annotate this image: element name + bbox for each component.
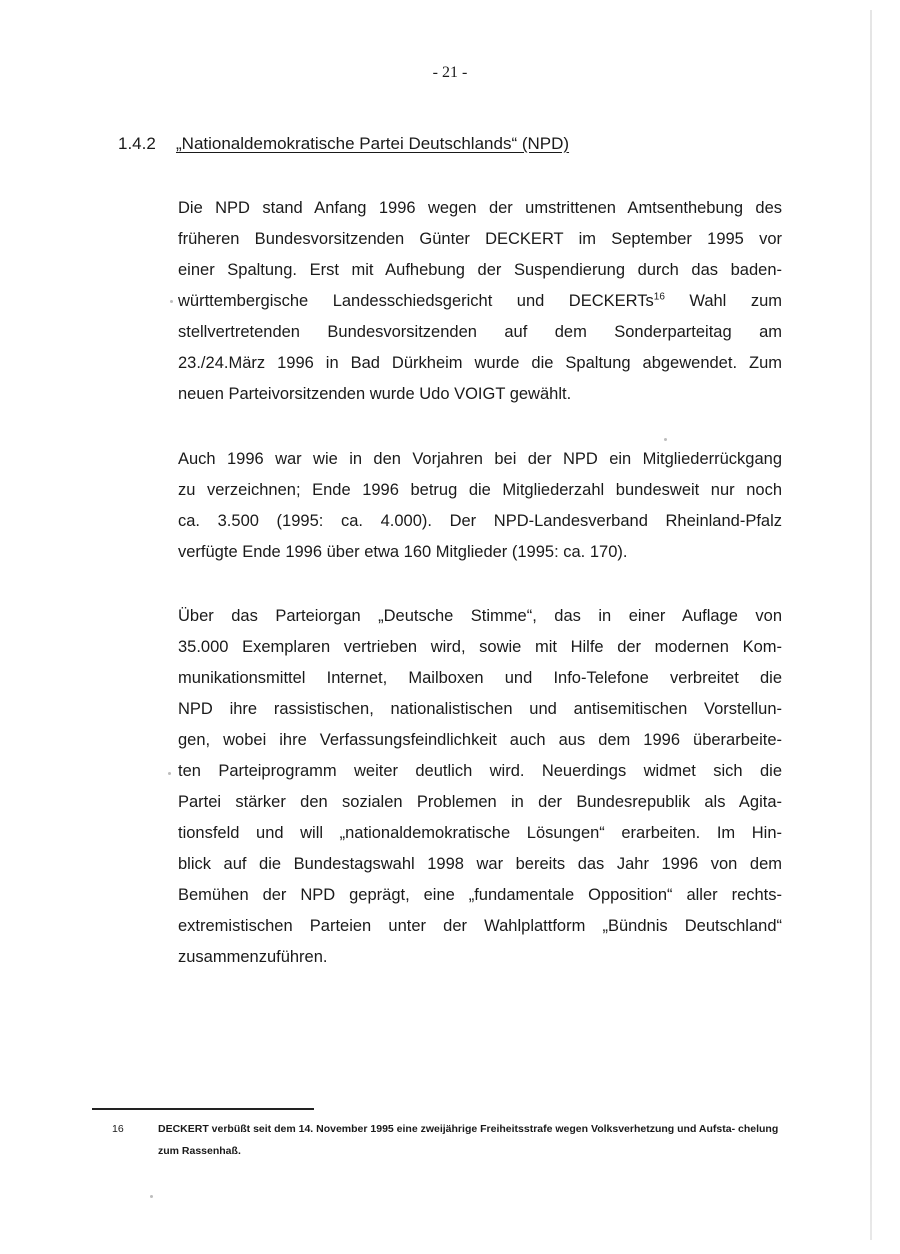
- text-line: Auch 1996 war wie in den Vorjahren bei der NPD ein Mitgliederrückgang: [178, 450, 782, 468]
- text-line-with-footnote: [178, 286, 782, 317]
- scan-speck: [168, 772, 171, 775]
- text-line: ten Parteiprogramm weiter deutlich wird. Neuerdings widmet sich die: [178, 762, 782, 780]
- paragraph-party-organ: [178, 601, 782, 973]
- page-edge-shadow: [870, 10, 872, 1240]
- paragraph-npd-split: [178, 193, 782, 410]
- page-number: - 21 -: [432, 64, 468, 81]
- footnote-text: DECKERT verbüßt seit dem 14. November 1995 eine zweijährige Freiheitsstrafe wegen Volksverhetzung und Aufsta- chelung zum Rassenhaß.: [158, 1123, 779, 1157]
- text-line: zu verzeichnen; Ende 1996 betrug die Mitgliederzahl bundesweit nur noch: [178, 481, 782, 499]
- footnote-number: 16: [112, 1123, 124, 1135]
- text-line: ca. 3.500 (1995: ca. 4.000). Der NPD-Landesverband Rheinland-Pfalz: [178, 512, 782, 530]
- text-line: verfügte Ende 1996 über etwa 160 Mitglieder (1995: ca. 170).: [178, 543, 628, 561]
- text-line: munikationsmittel Internet, Mailboxen und Info-Telefone verbreitet die: [178, 669, 782, 687]
- scan-speck: [664, 438, 667, 441]
- text-line: Über das Parteiorgan „Deutsche Stimme“, das in einer Auflage von: [178, 607, 782, 625]
- text-line: gen, wobei ihre Verfassungsfeindlichkeit auch aus dem 1996 überarbeite-: [178, 731, 782, 749]
- text-line: zusammenzuführen.: [178, 948, 328, 966]
- text-line: Partei stärker den sozialen Problemen in der Bundesrepublik als Agita-: [178, 793, 782, 811]
- section-number: 1.4.2: [118, 134, 156, 153]
- text-line: stellvertretenden Bundesvorsitzenden auf dem Sonderparteitag am: [178, 323, 782, 341]
- text-line: einer Spaltung. Erst mit Aufhebung der Suspendierung durch das baden-: [178, 261, 782, 279]
- text-segment: Wahl zum: [664, 292, 782, 310]
- footnote-16: [112, 1118, 782, 1162]
- text-line: 35.000 Exemplaren vertrieben wird, sowie mit Hilfe der modernen Kom-: [178, 638, 782, 656]
- text-segment: württembergische Landesschiedsgericht und DECKERTs: [178, 292, 654, 310]
- text-line: blick auf die Bundestagswahl 1998 war bereits das Jahr 1996 von dem: [178, 855, 782, 873]
- scan-speck: [170, 300, 173, 303]
- text-line: NPD ihre rassistischen, nationalistischen und antisemitischen Vorstellun-: [178, 700, 782, 718]
- text-line: 23./24.März 1996 in Bad Dürkheim wurde die Spaltung abgewendet. Zum: [178, 354, 782, 372]
- scan-speck: [150, 1195, 153, 1198]
- footnote-reference[interactable]: 16: [653, 291, 665, 303]
- text-line: früheren Bundesvorsitzenden Günter DECKERT im September 1995 vor: [178, 230, 782, 248]
- text-line: neuen Parteivorsitzenden wurde Udo VOIGT gewählt.: [178, 385, 572, 403]
- paragraph-membership: [178, 444, 782, 568]
- section-heading: [118, 134, 569, 154]
- text-line: extremistischen Parteien unter der Wahlplattform „Bündnis Deutschland“: [178, 917, 782, 935]
- section-title: „Nationaldemokratische Partei Deutschlands“ (NPD): [176, 134, 570, 153]
- footnote-separator: [92, 1108, 314, 1110]
- text-line: Die NPD stand Anfang 1996 wegen der umstrittenen Amtsenthebung des: [178, 199, 782, 217]
- text-line: Bemühen der NPD geprägt, eine „fundamentale Opposition“ aller rechts-: [178, 886, 782, 904]
- text-line: tionsfeld und will „nationaldemokratische Lösungen“ erarbeiten. Im Hin-: [178, 824, 782, 842]
